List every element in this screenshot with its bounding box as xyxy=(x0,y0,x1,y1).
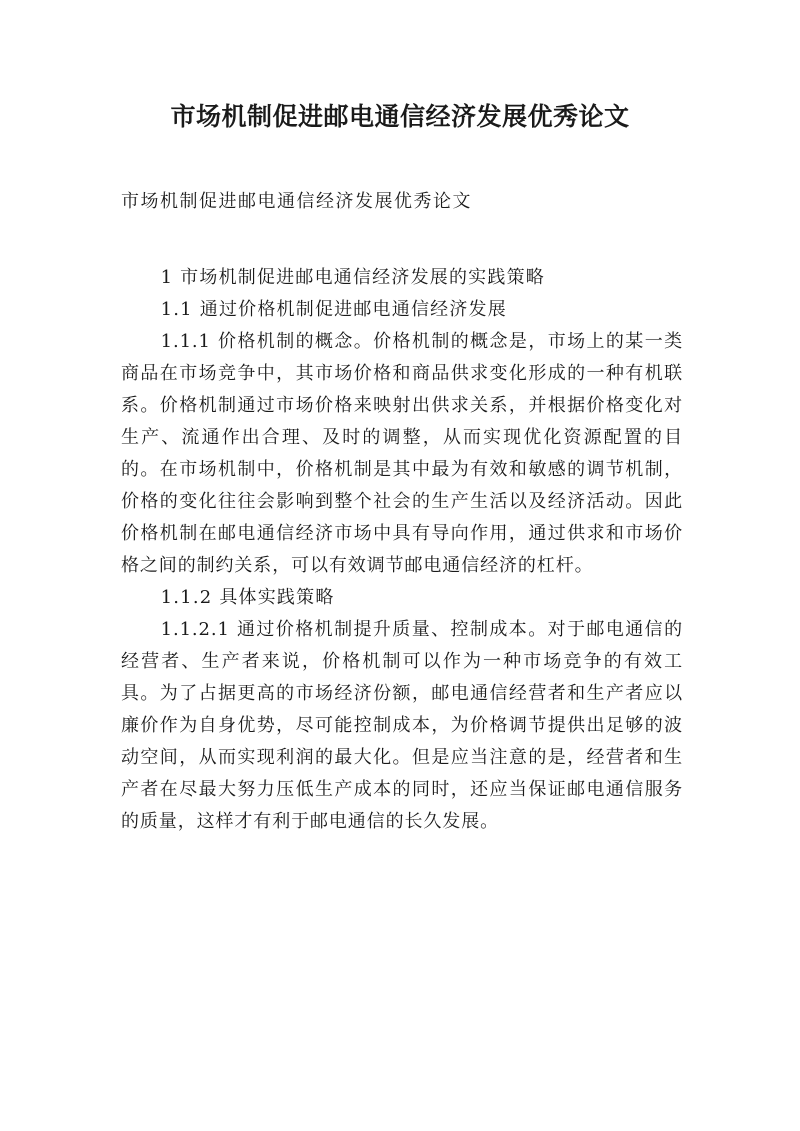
paragraph-price-mechanism-concept: 1.1.1 价格机制的概念。价格机制的概念是，市场上的某一类商品在市场竞争中，其市场价格和商品供求变化形成的一种有机联系。价格机制通过市场价格来映射出供求关系，并根据价格变化对生产、流通作出合理、及时的调整，从而实现优化资源配置的目的。在市场机制中，价格机制是其中最为有效和敏感的调节机制，价格的变化往往会影响到整个社会的生产生活以及经济活动。因此价格机制在邮电通信经济市场中具有导向作用，通过供求和市场价格之间的制约关系，可以有效调节邮电通信经济的杠杆。 xyxy=(121,331,683,576)
section-heading-1-1-2: 1.1.2 具体实践策略 xyxy=(160,587,335,608)
section-heading-1-1: 1.1 通过价格机制促进邮电通信经济发展 xyxy=(160,299,507,320)
document-body xyxy=(121,262,683,838)
section-heading-1: 1 市场机制促进邮电通信经济发展的实践策略 xyxy=(160,267,545,288)
document-subtitle: 市场机制促进邮电通信经济发展优秀论文 xyxy=(121,191,472,212)
document-title: 市场机制促进邮电通信经济发展优秀论文 xyxy=(170,102,630,131)
paragraph-quality-cost-control: 1.1.2.1 通过价格机制提升质量、控制成本。对于邮电通信的经营者、生产者来说，价格机制可以作为一种市场竞争的有效工具。为了占据更高的市场经济份额，邮电通信经营者和生产者应以廉价作为自身优势，尽可能控制成本，为价格调节提供出足够的波动空间，从而实现利润的最大化。但是应当注意的是，经营者和生产者在尽最大努力压低生产成本的同时，还应当保证邮电通信服务的质量，这样才有利于邮电通信的长久发展。 xyxy=(121,619,683,832)
